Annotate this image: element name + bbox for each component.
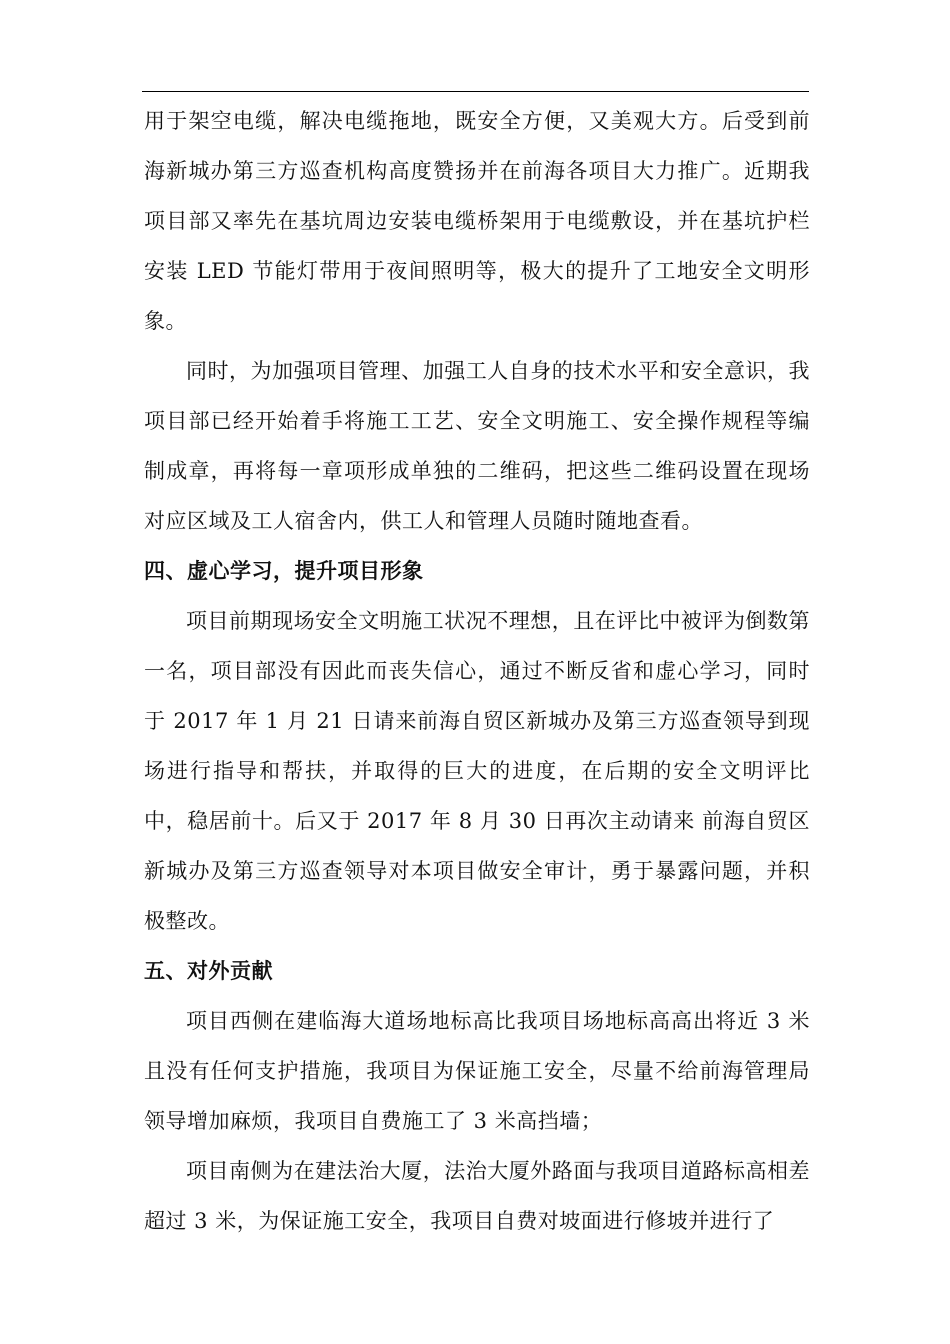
paragraph-cable-bridge: 用于架空电缆，解决电缆拖地，既安全方便，又美观大方。后受到前海新城办第三方巡查机构高度赞扬并在前海各项目大力推广。近期我项目部又率先在基坑周边安装电缆桥架用于电缆敷设，并在基坑护栏安装 LED 节能灯带用于夜间照明等，极大的提升了工地安全文明形象。: [144, 109, 810, 333]
section-heading-contribution: 五、对外贡献: [144, 959, 273, 983]
header-rule: [142, 91, 809, 92]
section-heading-learning: 四、虚心学习，提升项目形象: [144, 559, 424, 583]
paragraph-south-slope: 项目南侧为在建法治大厦，法治大厦外路面与我项目道路标高相差超过 3 米，为保证施工安全，我项目自费对坡面进行修坡并进行了: [144, 1159, 810, 1233]
paragraph-improvement: 项目前期现场安全文明施工状况不理想，且在评比中被评为倒数第一名，项目部没有因此而丧失信心，通过不断反省和虚心学习，同时于 2017 年 1 月 21 日请来前海自贸区新城办及第三方巡查领导到现场进行指导和帮扶，并取得的巨大的进度，在后期的安全文明评比中，稳居前十。后又于 2017 年 8 月 30 日再次主动请来 前海自贸区新城办及第三方巡查领导对本项目做安全审计，勇于暴露问题，并积极整改。: [144, 609, 810, 933]
paragraph-west-wall: 项目西侧在建临海大道场地标高比我项目场地标高高出将近 3 米且没有任何支护措施，我项目为保证施工安全，尽量不给前海管理局领导增加麻烦，我项目自费施工了 3 米高挡墙；: [144, 1009, 810, 1133]
paragraph-qr-codes: 同时，为加强项目管理、加强工人自身的技术水平和安全意识，我项目部已经开始着手将施工工艺、安全文明施工、安全操作规程等编制成章，再将每一章项形成单独的二维码，把这些二维码设置在现场对应区域及工人宿舍内，供工人和管理人员随时随地查看。: [144, 359, 810, 533]
document-body: [144, 96, 810, 1246]
